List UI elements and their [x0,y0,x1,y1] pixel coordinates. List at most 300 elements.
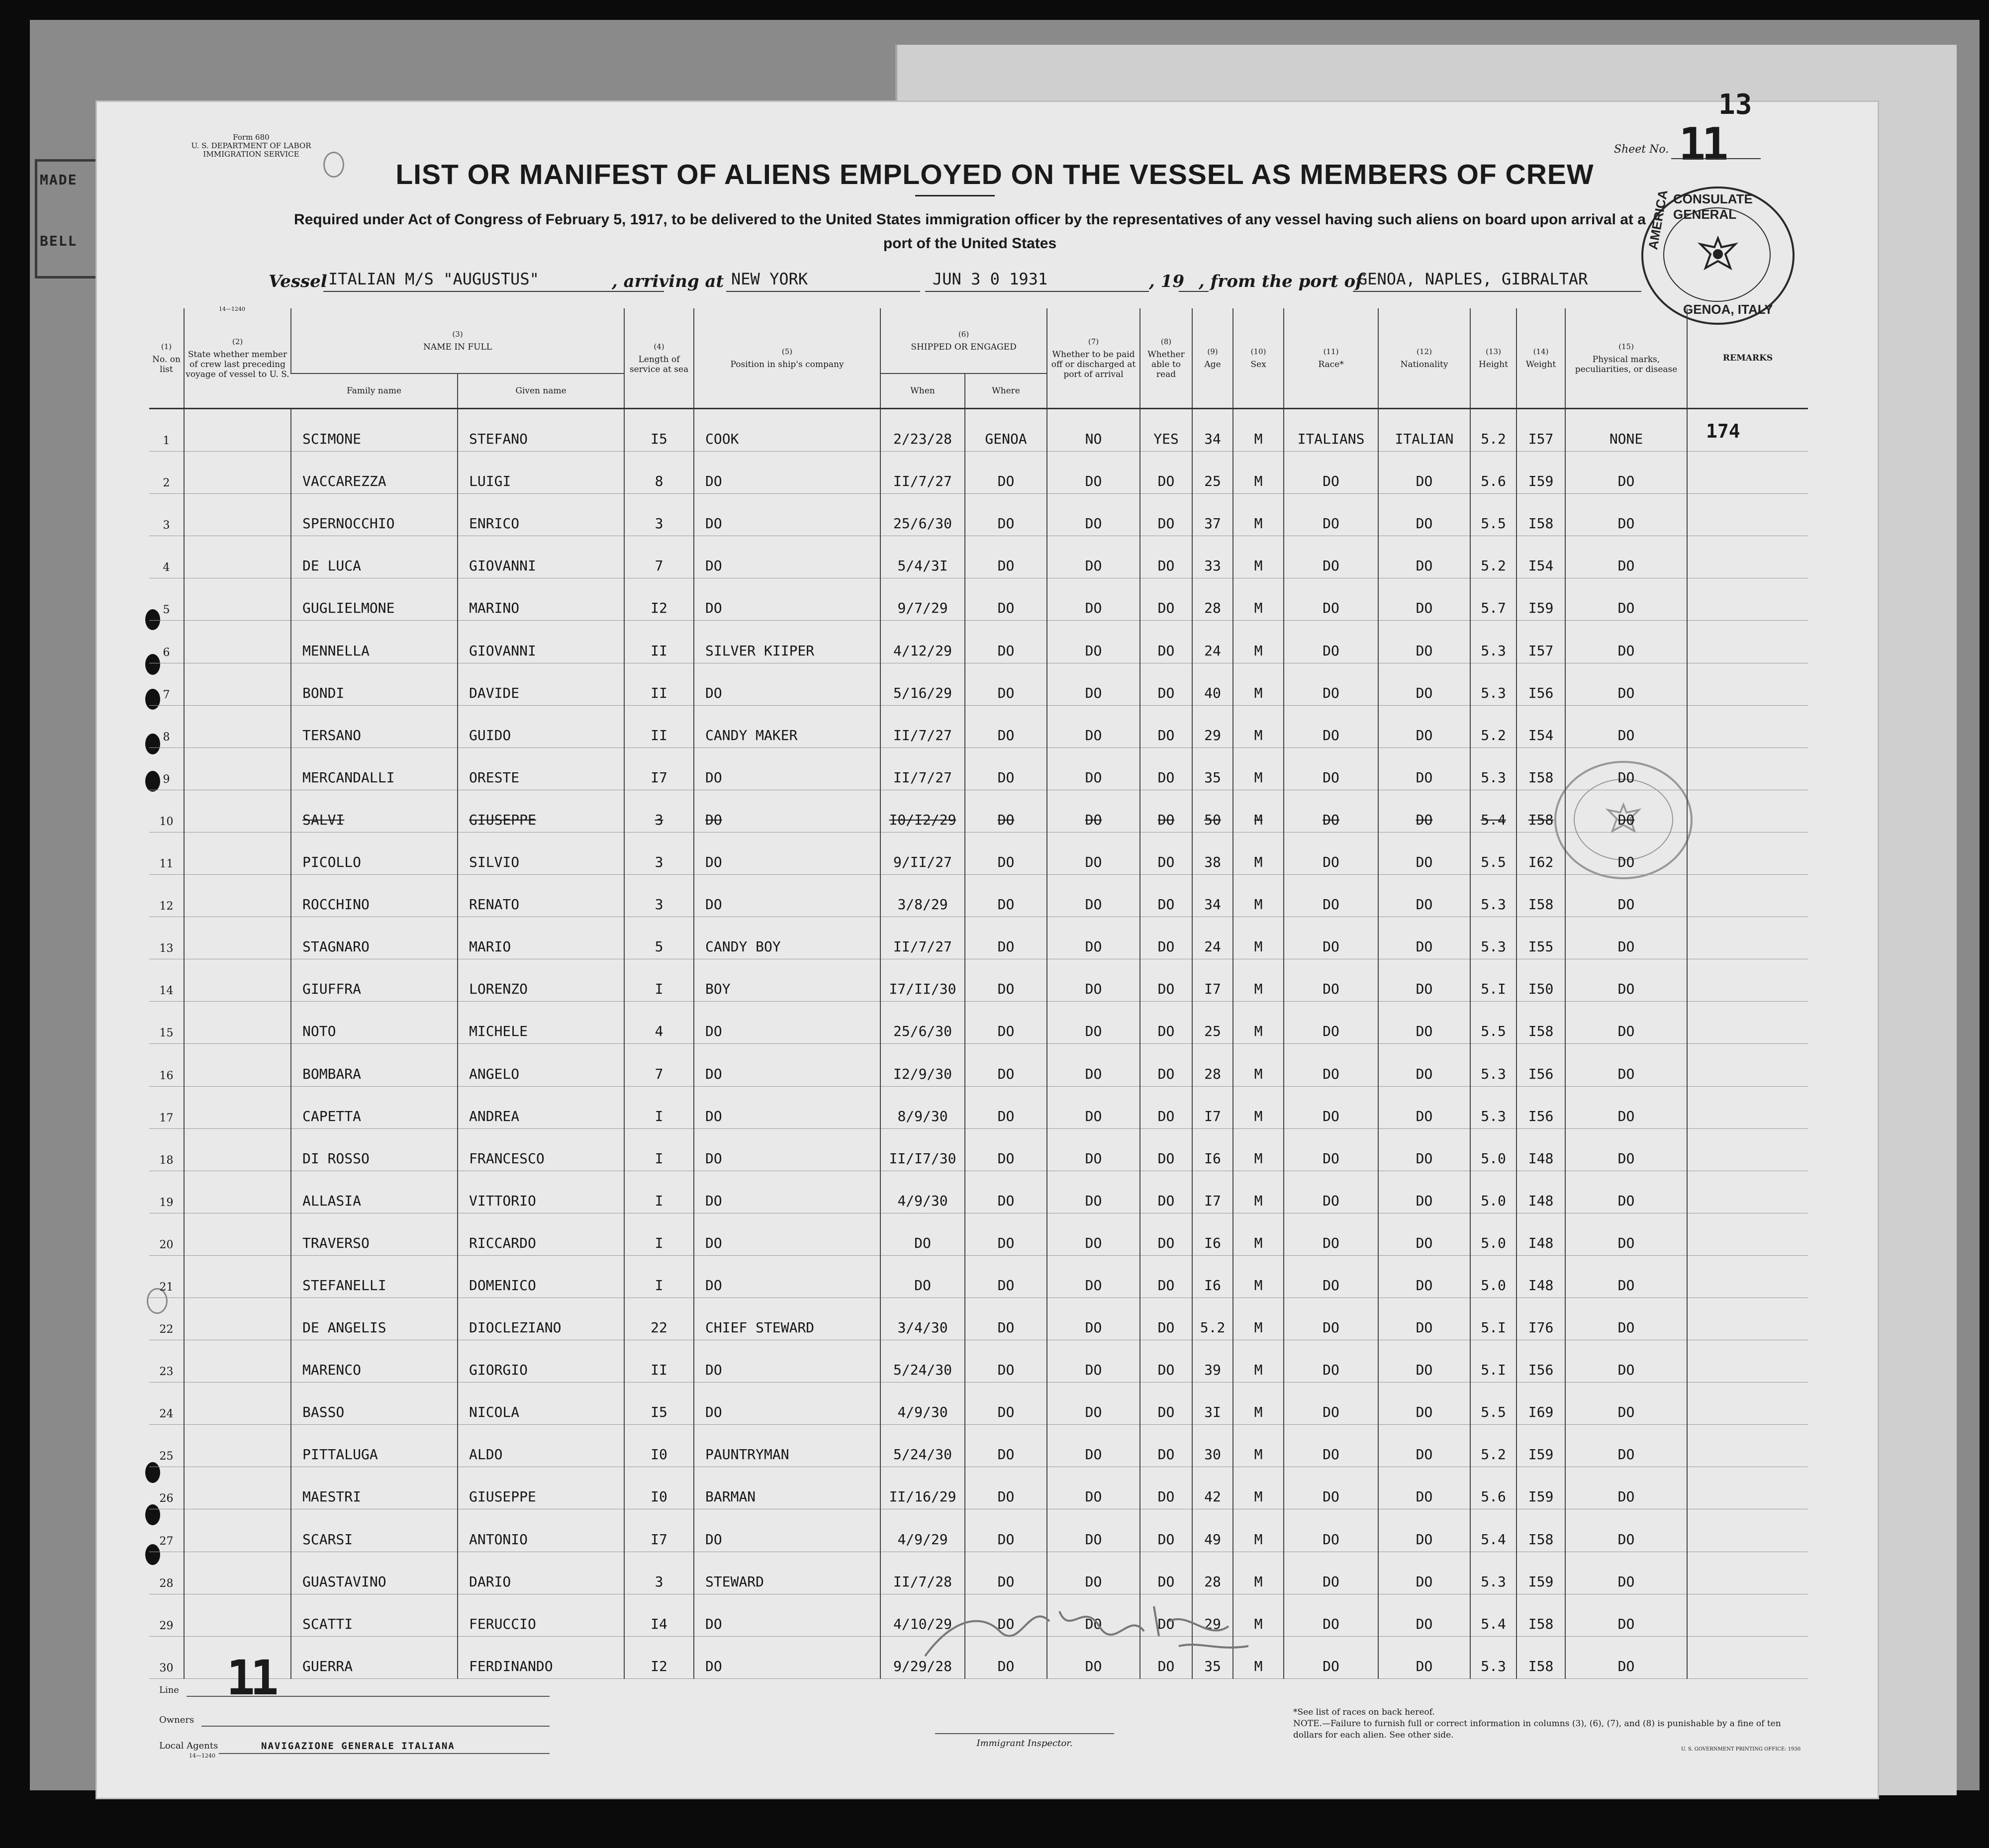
cell-height: 5.5 [1470,1002,1516,1044]
cell-physical-marks: DO [1565,917,1687,959]
cell-weight: I48 [1516,1128,1565,1171]
cell-height: 5.2 [1470,705,1516,747]
cell-height: 5.5 [1470,1383,1516,1425]
cell-family-name: MERCANDALLI [291,747,458,790]
table-row [149,1425,1808,1467]
cell-remarks [1687,959,1808,1002]
cell-sex: M [1233,1425,1284,1467]
date-underline [925,291,1149,292]
cell-position: DO [694,1002,880,1044]
cell-nationality: DO [1378,1552,1470,1594]
cell-shipped-where: DO [965,959,1047,1002]
cell-paid-off: DO [1047,1171,1140,1213]
cell-paid-off: NO [1047,409,1140,452]
cell-nationality: DO [1378,1044,1470,1086]
cell-family-name: ALLASIA [291,1171,458,1213]
cell-race: ITALIANS [1284,409,1378,452]
cell-age: 42 [1192,1467,1233,1509]
cell-paid-off: DO [1047,1213,1140,1255]
cell-remarks [1687,1128,1808,1171]
cell-paid-off: DO [1047,1425,1140,1467]
cell-length-of-service: I5 [624,409,694,452]
cell-given-name: SILVIO [458,832,624,874]
cell-remarks [1687,1086,1808,1128]
cell-shipped-where: DO [965,1255,1047,1297]
cell-sex: M [1233,1171,1284,1213]
cell-given-name: VITTORIO [458,1171,624,1213]
table-row [149,790,1808,832]
cell-age: 3I [1192,1383,1233,1425]
consulate-seal [1641,186,1795,325]
cell-race: DO [1284,1509,1378,1552]
cell-position: DO [694,536,880,578]
cell-able-to-read: DO [1140,875,1192,917]
cell-position: DO [694,1128,880,1171]
cell-age: I6 [1192,1213,1233,1255]
cell-able-to-read: DO [1140,1255,1192,1297]
cell-height: 5.3 [1470,875,1516,917]
cell-sex: M [1233,578,1284,621]
cell-position: CHIEF STEWARD [694,1297,880,1340]
cell-shipped-when: 4/9/29 [880,1509,965,1552]
cell-age: 40 [1192,663,1233,705]
cell-remarks [1687,452,1808,494]
footer-note-races: *See list of races on back hereof. [1293,1707,1435,1717]
cell-height: 5.3 [1470,1044,1516,1086]
col-family-name-header: Family name [291,373,458,409]
cell-prior-voyage [184,1213,291,1255]
inspector-label: Immigrant Inspector. [976,1738,1073,1749]
cell-paid-off: DO [1047,959,1140,1002]
cell-weight: I56 [1516,1086,1565,1128]
cell-shipped-when: DO [880,1255,965,1297]
cell-physical-marks: DO [1565,1425,1687,1467]
cell-height: 5.0 [1470,1171,1516,1213]
footer-line-underline [187,1696,550,1697]
cell-height: 5.3 [1470,663,1516,705]
cell-height: 5.I [1470,1297,1516,1340]
cell-given-name: ORESTE [458,747,624,790]
cell-height: 5.2 [1470,409,1516,452]
cell-weight: I50 [1516,959,1565,1002]
cell-given-name: DAVIDE [458,663,624,705]
cell-prior-voyage [184,1425,291,1467]
cell-shipped-where: DO [965,1509,1047,1552]
cell-position: DO [694,1255,880,1297]
cell-row-number: 13 [149,917,184,959]
table-row [149,1340,1808,1383]
cell-height: 5.3 [1470,747,1516,790]
cell-remarks [1687,1213,1808,1255]
cell-age: 34 [1192,409,1233,452]
cell-shipped-when: 5/16/29 [880,663,965,705]
cell-shipped-when: 8/9/30 [880,1086,965,1128]
cell-paid-off: DO [1047,1383,1140,1425]
cell-shipped-when: 3/8/29 [880,875,965,917]
cell-paid-off: DO [1047,536,1140,578]
table-row [149,1171,1808,1213]
cell-sex: M [1233,1383,1284,1425]
cell-race: DO [1284,1425,1378,1467]
cell-prior-voyage [184,875,291,917]
cell-row-number: 17 [149,1086,184,1128]
cell-weight: I58 [1516,875,1565,917]
cell-position: DO [694,875,880,917]
col-given-name-header: Given name [458,373,624,409]
cell-shipped-where: DO [965,917,1047,959]
cell-position: PAUNTRYMAN [694,1425,880,1467]
table-row [149,409,1808,452]
cell-remarks [1687,1255,1808,1297]
cell-sex: M [1233,1340,1284,1383]
cell-age: 5.2 [1192,1297,1233,1340]
form-service: IMMIGRATION SERVICE [203,150,299,159]
cell-shipped-when: 4/10/29 [880,1594,965,1636]
cell-nationality: DO [1378,578,1470,621]
cell-row-number: 7 [149,663,184,705]
cell-physical-marks: DO [1565,1171,1687,1213]
cell-remarks [1687,663,1808,705]
cell-family-name: GIUFFRA [291,959,458,1002]
cell-age: 35 [1192,1636,1233,1678]
cell-remarks [1687,875,1808,917]
cell-length-of-service: 3 [624,790,694,832]
cell-able-to-read: DO [1140,1425,1192,1467]
cell-weight: I56 [1516,663,1565,705]
cell-able-to-read: DO [1140,1594,1192,1636]
cell-family-name: SPERNOCCHIO [291,494,458,536]
cell-row-number: 24 [149,1383,184,1425]
arrival-port: NEW YORK [731,270,808,288]
table-row [149,832,1808,874]
cell-nationality: DO [1378,1425,1470,1467]
cell-prior-voyage [184,494,291,536]
cell-sex: M [1233,705,1284,747]
table-row [149,663,1808,705]
col-when-header: When [880,373,965,409]
cell-family-name: PITTALUGA [291,1425,458,1467]
cell-sex: M [1233,959,1284,1002]
cell-shipped-where: DO [965,663,1047,705]
cell-age: 39 [1192,1340,1233,1383]
cell-sex: M [1233,1636,1284,1678]
cell-race: DO [1284,875,1378,917]
table-row [149,1213,1808,1255]
cell-physical-marks: DO [1565,1509,1687,1552]
cell-position: DO [694,832,880,874]
cell-family-name: DI ROSSO [291,1128,458,1171]
subtitle-line2: port of the United States [883,235,1057,252]
cell-race: DO [1284,1128,1378,1171]
table-row [149,1128,1808,1171]
cell-race: DO [1284,1171,1378,1213]
cell-family-name: SCARSI [291,1509,458,1552]
cell-paid-off: DO [1047,705,1140,747]
ports-underline [1353,291,1641,292]
cell-position: DO [694,452,880,494]
arrival-date: JUN 3 0 1931 [933,270,1048,288]
cell-nationality: DO [1378,875,1470,917]
cell-remarks [1687,494,1808,536]
cell-paid-off: DO [1047,747,1140,790]
cell-paid-off: DO [1047,663,1140,705]
col-nationality-header: (12) Nationality [1378,308,1470,409]
cell-sex: M [1233,1297,1284,1340]
cell-age: 24 [1192,621,1233,663]
cell-physical-marks: DO [1565,832,1687,874]
cell-height: 5.5 [1470,832,1516,874]
cell-prior-voyage [184,1467,291,1509]
cell-row-number: 21 [149,1255,184,1297]
cell-sex: M [1233,621,1284,663]
cell-race: DO [1284,1636,1378,1678]
cell-weight: I54 [1516,536,1565,578]
cell-family-name: MARENCO [291,1340,458,1383]
cell-weight: I57 [1516,409,1565,452]
cell-given-name: MARINO [458,578,624,621]
cell-able-to-read: DO [1140,917,1192,959]
cell-prior-voyage [184,790,291,832]
cell-weight: I48 [1516,1213,1565,1255]
vessel-label: Vessel [269,272,327,291]
cell-position: STEWARD [694,1552,880,1594]
cell-length-of-service: I4 [624,1594,694,1636]
cell-able-to-read: DO [1140,536,1192,578]
cell-position: DO [694,1636,880,1678]
cell-physical-marks: DO [1565,663,1687,705]
cell-height: 5.0 [1470,1213,1516,1255]
cell-position: DO [694,1509,880,1552]
cell-weight: I69 [1516,1383,1565,1425]
cell-race: DO [1284,1002,1378,1044]
cell-race: DO [1284,917,1378,959]
cell-position: BOY [694,959,880,1002]
cell-prior-voyage [184,747,291,790]
cell-shipped-when: 4/9/30 [880,1171,965,1213]
cell-height: 5.2 [1470,536,1516,578]
cell-height: 5.3 [1470,1552,1516,1594]
cell-nationality: DO [1378,959,1470,1002]
cell-prior-voyage [184,959,291,1002]
cell-given-name: FERUCCIO [458,1594,624,1636]
cell-nationality: DO [1378,1255,1470,1297]
table-row [149,1467,1808,1509]
cell-age: 28 [1192,578,1233,621]
cell-physical-marks: DO [1565,1383,1687,1425]
cell-able-to-read: DO [1140,1509,1192,1552]
cell-physical-marks: DO [1565,578,1687,621]
footer-owners-underline [201,1726,550,1727]
cell-shipped-when: I0/I2/29 [880,790,965,832]
cell-prior-voyage [184,1509,291,1552]
cell-height: 5.4 [1470,790,1516,832]
cell-remarks [1687,832,1808,874]
cell-nationality: DO [1378,1594,1470,1636]
cell-able-to-read: DO [1140,663,1192,705]
cell-physical-marks: NONE [1565,409,1687,452]
cell-given-name: DOMENICO [458,1255,624,1297]
cell-physical-marks: DO [1565,1636,1687,1678]
cell-physical-marks: DO [1565,790,1687,832]
table-row [149,621,1808,663]
cell-height: 5.6 [1470,1467,1516,1509]
cell-length-of-service: 8 [624,452,694,494]
cell-position: DO [694,494,880,536]
cell-prior-voyage [184,1340,291,1383]
cell-nationality: DO [1378,747,1470,790]
cell-shipped-where: DO [965,621,1047,663]
table-row [149,1255,1808,1297]
cell-sex: M [1233,1213,1284,1255]
cell-family-name: BOMBARA [291,1044,458,1086]
cell-position: DO [694,1171,880,1213]
cell-prior-voyage [184,917,291,959]
cell-able-to-read: DO [1140,705,1192,747]
cell-prior-voyage [184,536,291,578]
cell-prior-voyage [184,1086,291,1128]
footer-agents-value: NAVIGAZIONE GENERALE ITALIANA [261,1741,455,1752]
cell-nationality: DO [1378,1002,1470,1044]
cell-weight: I57 [1516,621,1565,663]
cell-row-number: 15 [149,1002,184,1044]
cell-remarks [1687,1002,1808,1044]
cell-family-name: SALVI [291,790,458,832]
cell-able-to-read: DO [1140,578,1192,621]
cell-prior-voyage [184,1383,291,1425]
cell-able-to-read: DO [1140,959,1192,1002]
table-row [149,1509,1808,1552]
cell-row-number: 9 [149,747,184,790]
cell-able-to-read: DO [1140,1044,1192,1086]
arriving-label: , arriving at [612,272,724,291]
cell-race: DO [1284,1383,1378,1425]
cell-given-name: DARIO [458,1552,624,1594]
cell-family-name: STEFANELLI [291,1255,458,1297]
col-service-header: (4) Length of service at sea [624,308,694,409]
cell-prior-voyage [184,1297,291,1340]
table-row [149,1552,1808,1594]
cell-paid-off: DO [1047,832,1140,874]
cell-paid-off: DO [1047,452,1140,494]
cell-position: BARMAN [694,1467,880,1509]
cell-nationality: DO [1378,705,1470,747]
cell-able-to-read: DO [1140,494,1192,536]
cell-race: DO [1284,1213,1378,1255]
cell-shipped-when: 25/6/30 [880,494,965,536]
cell-prior-voyage [184,621,291,663]
col-height-header: (13) Height [1470,308,1516,409]
cell-race: DO [1284,1467,1378,1509]
cell-height: 5.2 [1470,1425,1516,1467]
footer-line-value: 11 [226,1650,274,1706]
cell-position: DO [694,1340,880,1383]
cell-weight: I59 [1516,578,1565,621]
cell-weight: I58 [1516,1002,1565,1044]
cell-physical-marks: DO [1565,494,1687,536]
cell-row-number: 14 [149,959,184,1002]
cell-race: DO [1284,578,1378,621]
cell-length-of-service: I7 [624,747,694,790]
cell-remarks [1687,1467,1808,1509]
cell-race: DO [1284,1044,1378,1086]
table-row [149,747,1808,790]
cell-weight: I76 [1516,1297,1565,1340]
cell-family-name: NOTO [291,1002,458,1044]
cell-weight: I58 [1516,1636,1565,1678]
cell-race: DO [1284,494,1378,536]
cell-length-of-service: I [624,1213,694,1255]
page-title: LIST OR MANIFEST OF ALIENS EMPLOYED ON THE VESSEL AS MEMBERS OF CREW [395,159,1594,190]
cell-nationality: DO [1378,1340,1470,1383]
cell-paid-off: DO [1047,917,1140,959]
cell-shipped-where: DO [965,1425,1047,1467]
cell-sex: M [1233,1509,1284,1552]
cell-given-name: ANTONIO [458,1509,624,1552]
cell-family-name: TRAVERSO [291,1213,458,1255]
cell-age: I7 [1192,959,1233,1002]
cell-able-to-read: DO [1140,1467,1192,1509]
cell-age: 25 [1192,452,1233,494]
cell-shipped-where: DO [965,1340,1047,1383]
cell-remarks [1687,578,1808,621]
cell-race: DO [1284,1086,1378,1128]
cell-row-number: 29 [149,1594,184,1636]
cell-family-name: DE ANGELIS [291,1297,458,1340]
cell-paid-off: DO [1047,1509,1140,1552]
footer-agents-underline [219,1753,550,1754]
cell-nationality: DO [1378,917,1470,959]
cell-remarks [1687,1340,1808,1383]
cell-given-name: ANGELO [458,1044,624,1086]
cell-height: 5.4 [1470,1594,1516,1636]
cell-nationality: DO [1378,1171,1470,1213]
col-remarks-header: REMARKS [1687,308,1808,409]
cell-weight: I58 [1516,747,1565,790]
cell-shipped-when: 3/4/30 [880,1297,965,1340]
cell-remarks [1687,409,1808,452]
cell-age: 38 [1192,832,1233,874]
cell-length-of-service: II [624,663,694,705]
cell-shipped-where: DO [965,1002,1047,1044]
cell-weight: I48 [1516,1255,1565,1297]
cell-weight: I58 [1516,1509,1565,1552]
cell-height: 5.I [1470,1340,1516,1383]
cell-weight: I56 [1516,1044,1565,1086]
cell-physical-marks: DO [1565,875,1687,917]
cell-given-name: GIUSEPPE [458,1467,624,1509]
cell-shipped-where: DO [965,1552,1047,1594]
cell-given-name: FRANCESCO [458,1128,624,1171]
cell-shipped-when: 5/24/30 [880,1340,965,1383]
seal-bottom-text: GENOA, ITALY [1683,302,1773,317]
cell-shipped-when: 4/12/29 [880,621,965,663]
cell-row-number: 27 [149,1509,184,1552]
footer-agents-reference: 14—1240 [189,1753,215,1759]
footer-notes [1293,1707,1791,1741]
cell-shipped-when: II/7/27 [880,917,965,959]
cell-physical-marks: DO [1565,1002,1687,1044]
cell-age: I6 [1192,1255,1233,1297]
cell-physical-marks: DO [1565,747,1687,790]
cell-remarks [1687,1594,1808,1636]
cell-remarks [1687,917,1808,959]
handwritten-signature [920,1591,1258,1661]
cell-length-of-service: II [624,621,694,663]
cell-prior-voyage [184,1594,291,1636]
cell-family-name: GUASTAVINO [291,1552,458,1594]
cell-race: DO [1284,663,1378,705]
cell-prior-voyage [184,1044,291,1086]
